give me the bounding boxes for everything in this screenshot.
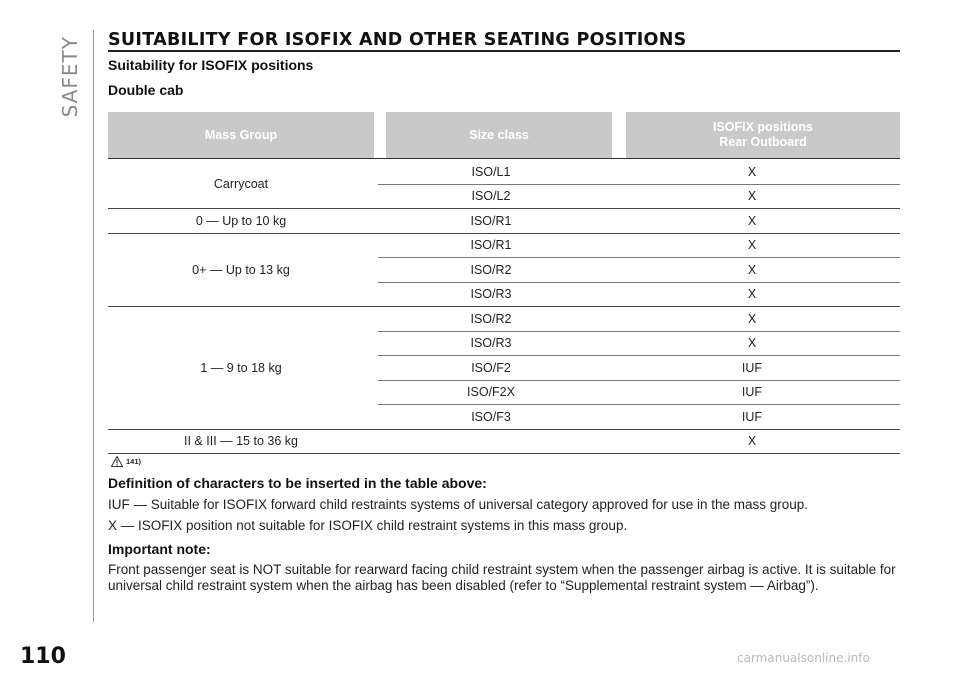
page-number: 110 (20, 644, 66, 669)
size-class-cell: ISO/L1 (471, 164, 511, 179)
position-cell: X (747, 213, 757, 228)
header-rule (108, 158, 900, 159)
size-class-cell: ISO/R3 (470, 287, 512, 302)
header-size-class: Size class (386, 112, 612, 158)
position-cell: IUF (741, 409, 763, 424)
position-cell: X (747, 434, 757, 449)
size-class-cell: ISO/F2 (471, 360, 511, 375)
table-row (378, 209, 900, 233)
size-class-cell: ISO/R1 (470, 238, 512, 253)
table-group (108, 307, 900, 430)
position-cell: X (747, 189, 757, 204)
position-cell: IUF (741, 385, 763, 400)
definition-x: X — ISOFIX position not suitable for ISOFIX child restraint systems in this mass group. (108, 518, 628, 533)
size-class-cell: ISO/R2 (470, 311, 512, 326)
table-row (378, 160, 900, 185)
note-text: Front passenger seat is NOT suitable for rearward facing child restraint system when the passenger airbag is active. It is suitable for universal child restraint system when the airbag has been disabled (refer to “Supplemental restraint system — Airbag”). (108, 562, 896, 593)
table-row (378, 307, 900, 332)
table-row (378, 283, 900, 307)
size-class-cell: ISO/F2X (467, 385, 515, 400)
table-group (108, 209, 900, 234)
subheading-double-cab: Double cab (108, 82, 184, 98)
table-row (378, 430, 900, 454)
position-cell: X (747, 336, 757, 351)
warning-reference (111, 456, 141, 467)
table-row (378, 356, 900, 381)
header-mass-group: Mass Group (108, 112, 374, 158)
position-cell: X (747, 262, 757, 277)
table-header (108, 112, 900, 160)
chapter-tab: SAFETY (58, 36, 82, 118)
header-positions-line1: ISOFIX positions (712, 120, 813, 134)
table-row (378, 332, 900, 357)
header-isofix-positions (626, 112, 900, 158)
group-label: 1 — 9 to 18 kg (200, 360, 282, 375)
subheading-isofix: Suitability for ISOFIX positions (108, 57, 314, 73)
table-row (378, 405, 900, 429)
size-class-cell: ISO/L2 (471, 189, 511, 204)
group-label: 0+ — Up to 13 kg (192, 262, 290, 277)
definition-iuf: IUF — Suitable for ISOFIX forward child restraints systems of universal category approved for use in the mass group. (108, 497, 809, 512)
warning-triangle-icon (111, 456, 123, 467)
table-row (378, 234, 900, 259)
size-class-cell: ISO/R1 (470, 213, 512, 228)
isofix-table (108, 112, 900, 454)
position-cell: X (747, 287, 757, 302)
header-positions-line2: Rear Outboard (719, 135, 807, 149)
position-cell: X (747, 311, 757, 326)
position-cell: X (747, 238, 757, 253)
group-label: 0 — Up to 10 kg (195, 213, 287, 228)
note-heading: Important note: (108, 541, 211, 557)
table-row (378, 185, 900, 209)
table-group (108, 160, 900, 209)
position-cell: X (747, 164, 757, 179)
section-title: SUITABILITY FOR ISOFIX AND OTHER SEATING POSITIONS (108, 30, 687, 50)
size-class-cell: ISO/F3 (471, 409, 511, 424)
size-class-cell: ISO/R3 (470, 336, 512, 351)
size-class-cell: ISO/R2 (470, 262, 512, 277)
group-label: II & III — 15 to 36 kg (184, 434, 298, 449)
table-body (108, 160, 900, 454)
table-row (378, 258, 900, 283)
group-label: Carrycoat (213, 177, 269, 191)
position-cell: IUF (741, 360, 763, 375)
table-group (108, 430, 900, 455)
definitions-heading: Definition of characters to be inserted in the table above: (108, 475, 487, 491)
footer-watermark: carmanualsonline.info (737, 651, 870, 665)
table-group (108, 234, 900, 308)
table-row (378, 381, 900, 406)
title-underline (108, 50, 900, 52)
warning-ref-number: 141) (126, 457, 142, 466)
margin-rule (93, 30, 94, 622)
